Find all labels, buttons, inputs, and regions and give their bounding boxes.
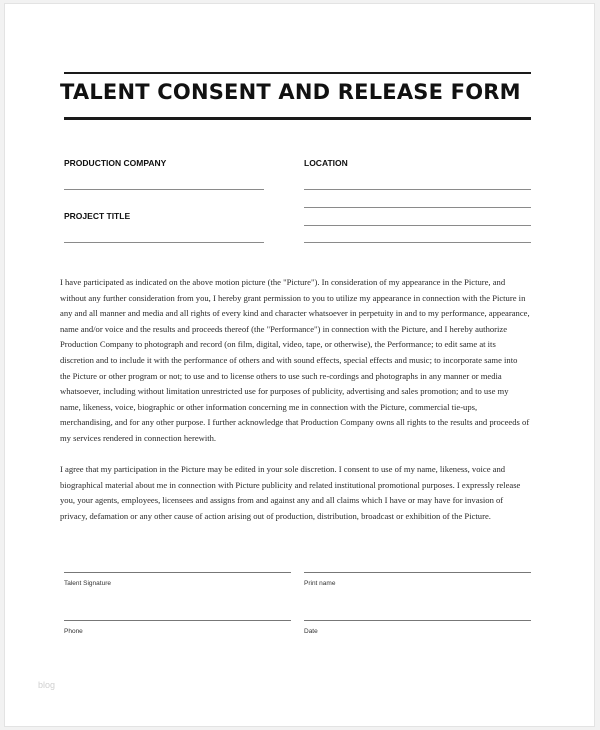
release-paragraph-1: I have participated as indicated on the above motion picture (the "Picture"). In consideration of my appearance in the Picture, and without any further consideration from you, I hereby grant permission to you to utilize my appearance in connection with the Picture in any and all manner and media and all rights of every kind and character whatsoever in perpetuity in and to my performance, appearance, name and/or voice and the results and proceeds thereof (the "Performance") in connection with the Picture, and I hereby authorize Production Company to photograph and record (on film, digital, video, tape, or otherwise), the Performance; to edit same at its discretion and to include it with the performance of others and with sound effects, special effects and music; to incorporate same into the Picture or other program or not; to use and to license others to use such re-cordings and photographs in any manner or media whatsoever, including without limitation unrestricted use for purposes of publicity, advertising and sales promotion; and to use my name, likeness, voice, biographic or other information concerning me in connection with the Picture, commercial tie-ups, merchandising, and for any other purpose. I further acknowledge that Production Company owns all rights to the results and proceeds of my services rendered in connection herewith. — [60, 277, 530, 443]
title-top-rule — [64, 72, 531, 74]
phone-field[interactable] — [64, 620, 291, 621]
location-field-line-4[interactable] — [304, 242, 531, 243]
location-field-line-2[interactable] — [304, 207, 531, 208]
location-field-line-1[interactable] — [304, 189, 531, 190]
date-label: Date — [304, 628, 318, 635]
date-field[interactable] — [304, 620, 531, 621]
talent-signature-label: Talent Signature — [64, 580, 111, 587]
talent-signature-field[interactable] — [64, 572, 291, 573]
location-label: LOCATION — [304, 158, 348, 168]
production-company-field[interactable] — [64, 189, 264, 190]
title-bottom-rule — [64, 117, 531, 120]
phone-label: Phone — [64, 628, 83, 635]
location-field-line-3[interactable] — [304, 225, 531, 226]
watermark-text: blog — [38, 680, 56, 690]
release-paragraph-2: I agree that my participation in the Picture may be edited in your sole discretion. I consent to use of my name, likeness, voice and biographical material about me in connection with Picture publicity and related institutional promotional purposes. I expressly release you, your agents, employees, licensees and assigns from and against any and all claims which I have or may have for invasion of privacy, defamation or any other cause of action arising out of production, distribution, broadcast or exhibition of the Picture. — [60, 464, 521, 521]
production-company-label: PRODUCTION COMPANY — [64, 158, 167, 168]
project-title-field[interactable] — [64, 242, 264, 243]
form-title: TALENT CONSENT AND RELEASE FORM — [60, 80, 521, 104]
project-title-label: PROJECT TITLE — [64, 211, 131, 221]
print-name-field[interactable] — [304, 572, 531, 573]
print-name-label: Print name — [304, 580, 336, 587]
